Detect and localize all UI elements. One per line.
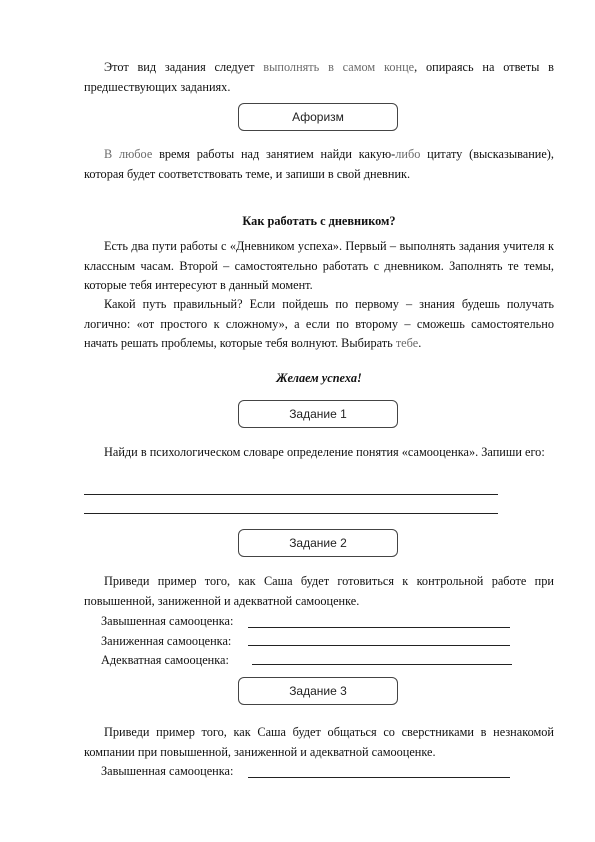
aphorism-text: время работы над занятием найди какую-	[152, 147, 396, 161]
task2-field-underestimated: Заниженная самооценка:	[101, 634, 232, 648]
task3-field-overestimated: Завышенная самооценка:	[101, 764, 234, 778]
answer-line	[248, 645, 510, 646]
howto-paragraph-1: Есть два пути работы с «Дневником успеха». Первый – выполнять задания учителя к классным часам. Второй – самостоятельно работать с дневником. Заполнять те темы, которые тебя интересуют в данный момент.	[84, 239, 554, 292]
task2-field-adequate: Адекватная самооценка:	[101, 653, 229, 667]
howto-paragraph-2-end: .	[418, 336, 422, 350]
howto-heading: Как работать с дневником?	[242, 214, 396, 228]
task1-text: Найди в психологическом словаре определение понятия «самооценка». Запиши его:	[104, 445, 545, 459]
task3-text: Приведи пример того, как Саша будет общаться со сверстниками в незнакомой компании при повышенной, заниженной и адекватной самооценке.	[84, 725, 554, 759]
howto-paragraph-2-gray: тебе	[395, 336, 419, 350]
task2-field-overestimated: Завышенная самооценка:	[101, 614, 234, 628]
answer-line	[248, 627, 510, 628]
aphorism-gray-text: В любое	[104, 147, 153, 161]
answer-line	[248, 777, 510, 778]
intro-paragraph	[84, 58, 554, 97]
task2-box: Задание 2	[238, 529, 398, 557]
aphorism-text-end: цитату (высказывание), которая будет соответствовать теме, и запиши в свой дневник.	[84, 147, 554, 181]
wish-text: Желаем успеха!	[276, 371, 362, 385]
aphorism-paragraph	[84, 145, 554, 184]
howto-paragraph-2	[84, 295, 554, 354]
howto-paragraph-2-text: Какой путь правильный? Если пойдешь по первому – знания будешь получать логично: «от простого к сложному», а если по второму – сможешь самостоятельно начать решать проблемы, которые тебя волнуют. Выбирать	[84, 297, 554, 350]
aphorism-box: Афоризм	[238, 103, 398, 131]
answer-line	[84, 513, 498, 514]
intro-text: Этот вид задания следует	[104, 60, 264, 74]
task1-box: Задание 1	[238, 400, 398, 428]
intro-gray-text: выполнять в самом конце	[263, 60, 415, 74]
answer-line	[252, 664, 512, 665]
aphorism-gray-text-2: либо	[395, 147, 421, 161]
intro-text-end: , опираясь на ответы в предшествующих заданиях.	[84, 60, 554, 94]
task3-box: Задание 3	[238, 677, 398, 705]
task2-text: Приведи пример того, как Саша будет готовиться к контрольной работе при повышенной, заниженной и адекватной самооценке.	[84, 574, 554, 608]
answer-line	[84, 494, 498, 495]
